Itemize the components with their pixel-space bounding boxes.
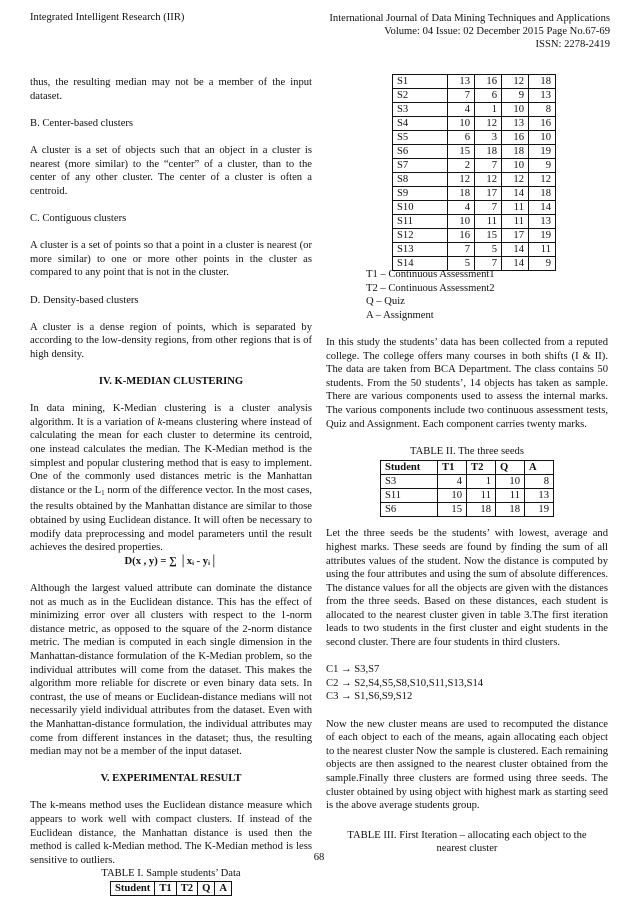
student-cell: S2 bbox=[393, 89, 448, 103]
table2-caption: TABLE II. The three seeds bbox=[410, 445, 524, 457]
score-cell: 13 bbox=[525, 489, 554, 503]
text-span: -means clustering where instead of calculating the mean for each cluster to determine its centroid, one instead calculates the median. The K-Median method is the simplest and popular clustering method that is easy to implement. One of the commonly used distances metric is the Manhattan distance or the L bbox=[30, 416, 313, 496]
table-header-cell: A bbox=[215, 882, 232, 896]
score-cell: 18 bbox=[502, 145, 529, 159]
table-legend bbox=[366, 268, 608, 322]
student-cell: S7 bbox=[393, 159, 448, 173]
table-row bbox=[381, 489, 554, 503]
table-header-cell: T2 bbox=[467, 461, 496, 475]
table-row bbox=[393, 187, 556, 201]
caption-line: TABLE III. First Iteration – allocating each object to the bbox=[347, 830, 587, 841]
score-cell: 16 bbox=[529, 117, 556, 131]
table1-header bbox=[110, 881, 232, 896]
score-cell: 17 bbox=[475, 187, 502, 201]
legend-item: T2 – Continuous Assessment2 bbox=[366, 282, 495, 294]
score-cell: 13 bbox=[448, 75, 475, 89]
score-cell: 14 bbox=[502, 257, 529, 271]
score-cell: 11 bbox=[467, 489, 496, 503]
score-cell: 5 bbox=[448, 257, 475, 271]
score-cell: 14 bbox=[502, 187, 529, 201]
student-cell: S10 bbox=[393, 201, 448, 215]
score-cell: 7 bbox=[448, 89, 475, 103]
score-cell: 1 bbox=[467, 475, 496, 489]
score-cell: 18 bbox=[475, 145, 502, 159]
left-column bbox=[30, 76, 312, 896]
student-cell: S11 bbox=[381, 489, 438, 503]
paragraph: The k-means method uses the Euclidean distance measure which appears to work well with compact clusters. If instead of the Euclidean distance, the Manhattan distance is used then the method is called k-Median method. The K-Median method is less sensitive to outliers. bbox=[30, 800, 312, 866]
score-cell: 9 bbox=[529, 159, 556, 173]
score-cell: 19 bbox=[529, 145, 556, 159]
subsection-title: C. Contiguous clusters bbox=[30, 212, 127, 224]
table1-caption: TABLE I. Sample students’ Data bbox=[101, 868, 241, 880]
score-cell: 11 bbox=[502, 215, 529, 229]
table-row bbox=[381, 475, 554, 489]
paragraph bbox=[30, 402, 312, 555]
table-header-cell: Student bbox=[111, 882, 155, 896]
score-cell: 4 bbox=[438, 475, 467, 489]
score-cell: 12 bbox=[529, 173, 556, 187]
score-cell: 18 bbox=[529, 75, 556, 89]
student-cell: S5 bbox=[393, 131, 448, 145]
legend-item: Q – Quiz bbox=[366, 296, 405, 308]
score-cell: 10 bbox=[496, 475, 525, 489]
score-cell: 12 bbox=[502, 75, 529, 89]
score-cell: 8 bbox=[529, 103, 556, 117]
table-row bbox=[381, 503, 554, 517]
page-number: 68 bbox=[313, 852, 325, 863]
student-cell: S4 bbox=[393, 117, 448, 131]
table1-body bbox=[392, 74, 556, 271]
score-cell: 1 bbox=[475, 103, 502, 117]
paragraph: thus, the resulting median may not be a member of the input dataset. bbox=[30, 77, 312, 102]
right-column bbox=[326, 268, 608, 826]
score-cell: 19 bbox=[525, 503, 554, 517]
score-cell: 6 bbox=[448, 131, 475, 145]
paragraph: Let the three seeds be the students’ with lowest, average and highest marks. These seeds are found by finding the sum of all attributes values of the student. Now the distance is computed by using the four attributes and using the sum of absolute differences. The distance values for all the objects are given with the distances from the three seeds. Based on these distances, each student is allocated to the nearest cluster given in table 3.The first iteration leads to two students in the first cluster and eight students in the second cluster. There are four students in third clusters. bbox=[326, 528, 608, 649]
table-row bbox=[393, 215, 556, 229]
score-cell: 18 bbox=[529, 187, 556, 201]
table-header-cell: A bbox=[525, 461, 554, 475]
journal-name-header: Integrated Intelligent Research (IIR) bbox=[30, 12, 185, 23]
table-row bbox=[393, 131, 556, 145]
score-cell: 15 bbox=[475, 229, 502, 243]
student-cell: S13 bbox=[393, 243, 448, 257]
table-row bbox=[393, 243, 556, 257]
score-cell: 18 bbox=[467, 503, 496, 517]
score-cell: 10 bbox=[438, 489, 467, 503]
subsection-title: D. Density-based clusters bbox=[30, 294, 139, 306]
score-cell: 4 bbox=[448, 201, 475, 215]
score-cell: 3 bbox=[475, 131, 502, 145]
score-cell: 13 bbox=[502, 117, 529, 131]
paragraph: A cluster is a set of objects such that an object in a cluster is nearest (more similar) to the “center” of a cluster, than to the center of any other cluster. The center of a cluster is often a centroid. bbox=[30, 144, 312, 197]
italic-k: k bbox=[157, 416, 163, 428]
score-cell: 7 bbox=[475, 257, 502, 271]
student-cell: S14 bbox=[393, 257, 448, 271]
paragraph: A cluster is a dense region of points, which is separated by according to the low-density regions, from other regions that is of high density. bbox=[30, 321, 312, 360]
score-cell: 14 bbox=[502, 243, 529, 257]
score-cell: 10 bbox=[502, 103, 529, 117]
score-cell: 12 bbox=[502, 173, 529, 187]
score-cell: 16 bbox=[502, 131, 529, 145]
table-header-cell: Q bbox=[198, 882, 215, 896]
issn: ISSN: 2278-2419 bbox=[535, 39, 610, 50]
table-row bbox=[393, 75, 556, 89]
table2 bbox=[380, 460, 554, 517]
table-row bbox=[393, 159, 556, 173]
score-cell: 12 bbox=[448, 173, 475, 187]
text-span: norm of the difference vector. In the most cases, the results obtained by the Manhattan distance are similar to those obtained by using Euclidean distance. It will often be necessary to modify data preprocessing and model parameters until the result achieves the desired properties. bbox=[30, 484, 312, 554]
score-cell: 7 bbox=[448, 243, 475, 257]
score-cell: 18 bbox=[496, 503, 525, 517]
student-cell: S9 bbox=[393, 187, 448, 201]
paragraph: Now the new cluster means are used to recomputed the distance of each object to each of the means, again allocating each object to the nearest cluster Now the sample is clustered. Each remaining objects are then assigned to the nearest cluster obtained from the sample.Finally three clusters are formed using three seeds. The cluster obtained by using object with highest mark as starting seed is the above average students group. bbox=[326, 718, 608, 812]
score-cell: 18 bbox=[448, 187, 475, 201]
score-cell: 19 bbox=[529, 229, 556, 243]
score-cell: 16 bbox=[475, 75, 502, 89]
score-cell: 11 bbox=[502, 201, 529, 215]
score-cell: 13 bbox=[529, 215, 556, 229]
section-heading: IV. K-MEDIAN CLUSTERING bbox=[98, 376, 244, 388]
journal-title: International Journal of Data Mining Techniques and Applications bbox=[329, 13, 610, 24]
score-cell: 5 bbox=[475, 243, 502, 257]
table-header-cell: T1 bbox=[438, 461, 467, 475]
table-header-cell: Q bbox=[496, 461, 525, 475]
score-cell: 15 bbox=[438, 503, 467, 517]
student-cell: S12 bbox=[393, 229, 448, 243]
cluster-c2: C2 → S2,S4,S5,S8,S10,S11,S13,S14 bbox=[326, 677, 484, 689]
score-cell: 8 bbox=[525, 475, 554, 489]
table-row bbox=[393, 173, 556, 187]
student-cell: S6 bbox=[393, 145, 448, 159]
score-cell: 10 bbox=[448, 215, 475, 229]
table-row bbox=[393, 89, 556, 103]
cluster-c3: C3 → S1,S6,S9,S12 bbox=[326, 691, 413, 703]
score-cell: 10 bbox=[502, 159, 529, 173]
subsection-title: B. Center-based clusters bbox=[30, 117, 134, 129]
score-cell: 10 bbox=[448, 117, 475, 131]
table-header-cell: T1 bbox=[155, 882, 176, 896]
score-cell: 10 bbox=[529, 131, 556, 145]
score-cell: 15 bbox=[448, 145, 475, 159]
score-cell: 11 bbox=[496, 489, 525, 503]
score-cell: 7 bbox=[475, 201, 502, 215]
text-span: In data mining, K-Median clustering is a cluster analysis algorithm. It is a variation of bbox=[30, 403, 312, 428]
score-cell: 13 bbox=[529, 89, 556, 103]
legend-item: T1 – Continuous Assessment1 bbox=[366, 269, 495, 280]
table-row bbox=[393, 145, 556, 159]
table-row bbox=[393, 229, 556, 243]
score-cell: 6 bbox=[475, 89, 502, 103]
score-cell: 11 bbox=[529, 243, 556, 257]
distance-formula: D(x , y) = ∑ │xᵢ - yᵢ│ bbox=[124, 555, 218, 567]
score-cell: 16 bbox=[448, 229, 475, 243]
student-cell: S6 bbox=[381, 503, 438, 517]
table-row bbox=[393, 103, 556, 117]
score-cell: 7 bbox=[475, 159, 502, 173]
score-cell: 17 bbox=[502, 229, 529, 243]
table-header-cell: Student bbox=[381, 461, 438, 475]
table-row bbox=[393, 117, 556, 131]
score-cell: 11 bbox=[475, 215, 502, 229]
table-header-cell: T2 bbox=[176, 882, 197, 896]
paragraph: A cluster is a set of points so that a point in a cluster is nearest (or more similar) to one or more other points in the cluster as compared to any point that is not in the cluster. bbox=[30, 240, 312, 279]
score-cell: 2 bbox=[448, 159, 475, 173]
legend-item: A – Assignment bbox=[366, 309, 434, 321]
score-cell: 14 bbox=[529, 201, 556, 215]
subscript: 1 bbox=[101, 488, 105, 497]
paragraph: In this study the students’ data has been collected from a reputed college. The college offers many courses in both shifts (I & II). The data are taken from BCA Department. The class contains 50 students. From the 50 students’, 14 objects has taken as sample. There are various components used to assess the internal marks. The various components include two continuous assessment tests, Quiz and Assignment. Each component carries twenty marks. bbox=[326, 336, 608, 430]
score-cell: 12 bbox=[475, 173, 502, 187]
student-cell: S1 bbox=[393, 75, 448, 89]
section-heading: V. EXPERIMENTAL RESULT bbox=[100, 773, 242, 785]
table-row bbox=[393, 201, 556, 215]
volume-info: Volume: 04 Issue: 02 December 2015 Page No.67-69 bbox=[384, 26, 610, 37]
cluster-c1: C1 → S3,S7 bbox=[326, 664, 380, 676]
score-cell: 4 bbox=[448, 103, 475, 117]
paragraph: Although the largest valued attribute can dominate the distance not as much as in the Euclidean distance. This has the effect of minimizing error over all clusters with respect to the 1-norm distance metric, as opposed to the square of the 2-norm distance metric. The median is computed in each single dimension in the Manhattan-distance formulation of the K-Median problem, so the individual attributes will come from the dataset. This makes the algorithm more reliable for discrete or even binary data sets. In contrast, the use of means or Euclidean-distance medians will not necessarily yield individual attributes from the dataset. Even with the Manhattan-distance formulation, the individual attributes may come from different instances in the dataset; thus, the resulting median may not be a member of the input dataset. bbox=[30, 582, 312, 758]
score-cell: 12 bbox=[475, 117, 502, 131]
caption-line: nearest cluster bbox=[436, 843, 498, 854]
student-cell: S3 bbox=[381, 475, 438, 489]
score-cell: 9 bbox=[529, 257, 556, 271]
student-cell: S8 bbox=[393, 173, 448, 187]
student-cell: S3 bbox=[393, 103, 448, 117]
journal-info-header bbox=[290, 12, 610, 51]
student-cell: S11 bbox=[393, 215, 448, 229]
score-cell: 9 bbox=[502, 89, 529, 103]
